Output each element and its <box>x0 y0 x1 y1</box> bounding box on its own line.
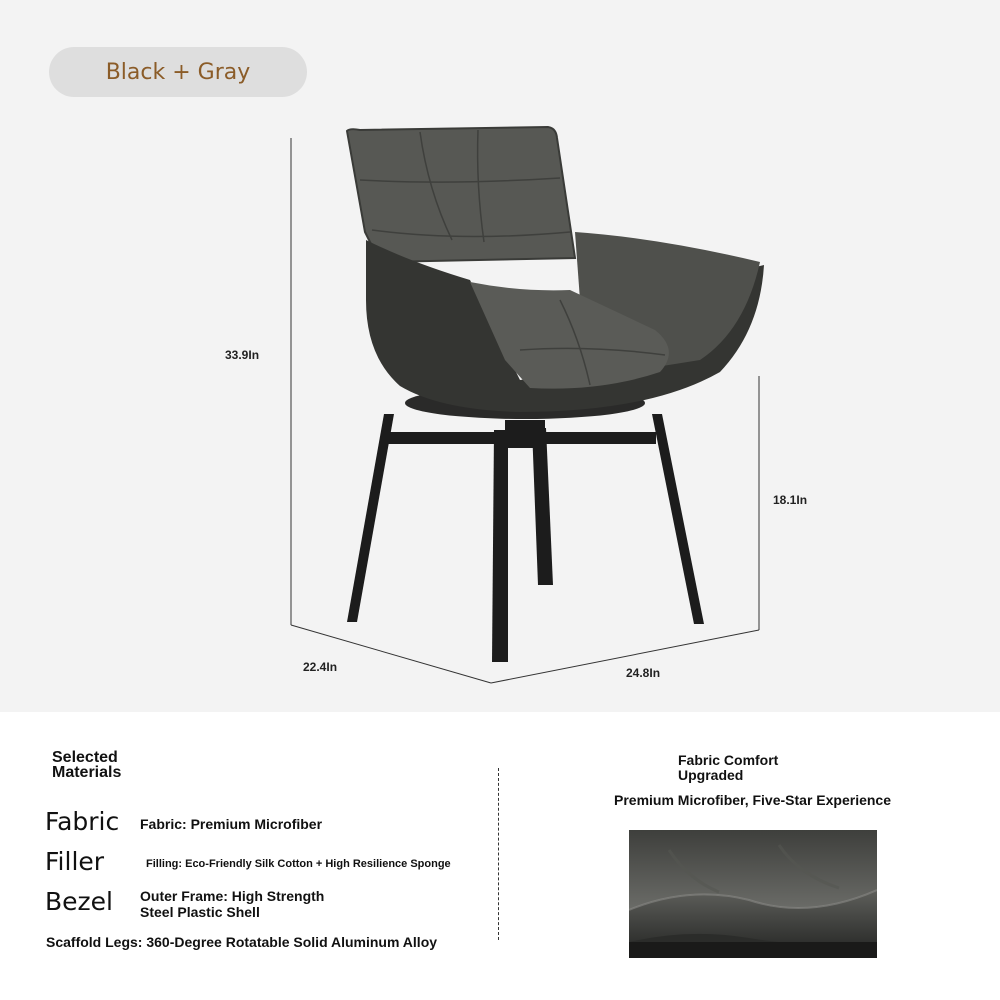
chair-backrest <box>347 127 575 262</box>
material-desc-bezel <box>140 888 324 920</box>
material-legs: Scaffold Legs: 360-Degree Rotatable Solid Aluminum Alloy <box>46 934 438 950</box>
chair-legs <box>347 414 704 662</box>
material-word-filler: Filler <box>45 847 105 876</box>
section-divider <box>498 768 499 940</box>
material-desc-bezel-line1: Outer Frame: High Strength <box>140 888 325 904</box>
material-word-fabric: Fabric <box>45 807 120 836</box>
materials-heading-line1: Selected <box>52 749 118 766</box>
dimension-height: 33.9In <box>225 348 260 362</box>
material-desc-fabric: Fabric: Premium Microfiber <box>140 816 323 832</box>
comfort-heading <box>678 753 778 783</box>
comfort-heading-line2: Upgraded <box>678 767 744 783</box>
dimension-seat-height: 18.1In <box>773 493 808 507</box>
material-word-bezel: Bezel <box>45 887 113 916</box>
dimension-width: 24.8In <box>626 666 661 680</box>
fabric-closeup-image <box>629 830 877 958</box>
materials-heading-line2: Materials <box>52 764 122 781</box>
comfort-subtitle: Premium Microfiber, Five-Star Experience <box>614 792 891 808</box>
color-tag-label: Black + Gray <box>105 59 251 85</box>
dimension-depth: 22.4In <box>303 660 338 674</box>
comfort-heading-line1: Fabric Comfort <box>678 752 779 768</box>
material-desc-filler: Filling: Eco-Friendly Silk Cotton + High Resilience Sponge <box>146 858 451 870</box>
materials-heading <box>52 750 121 780</box>
material-desc-bezel-line2: Steel Plastic Shell <box>140 904 260 920</box>
